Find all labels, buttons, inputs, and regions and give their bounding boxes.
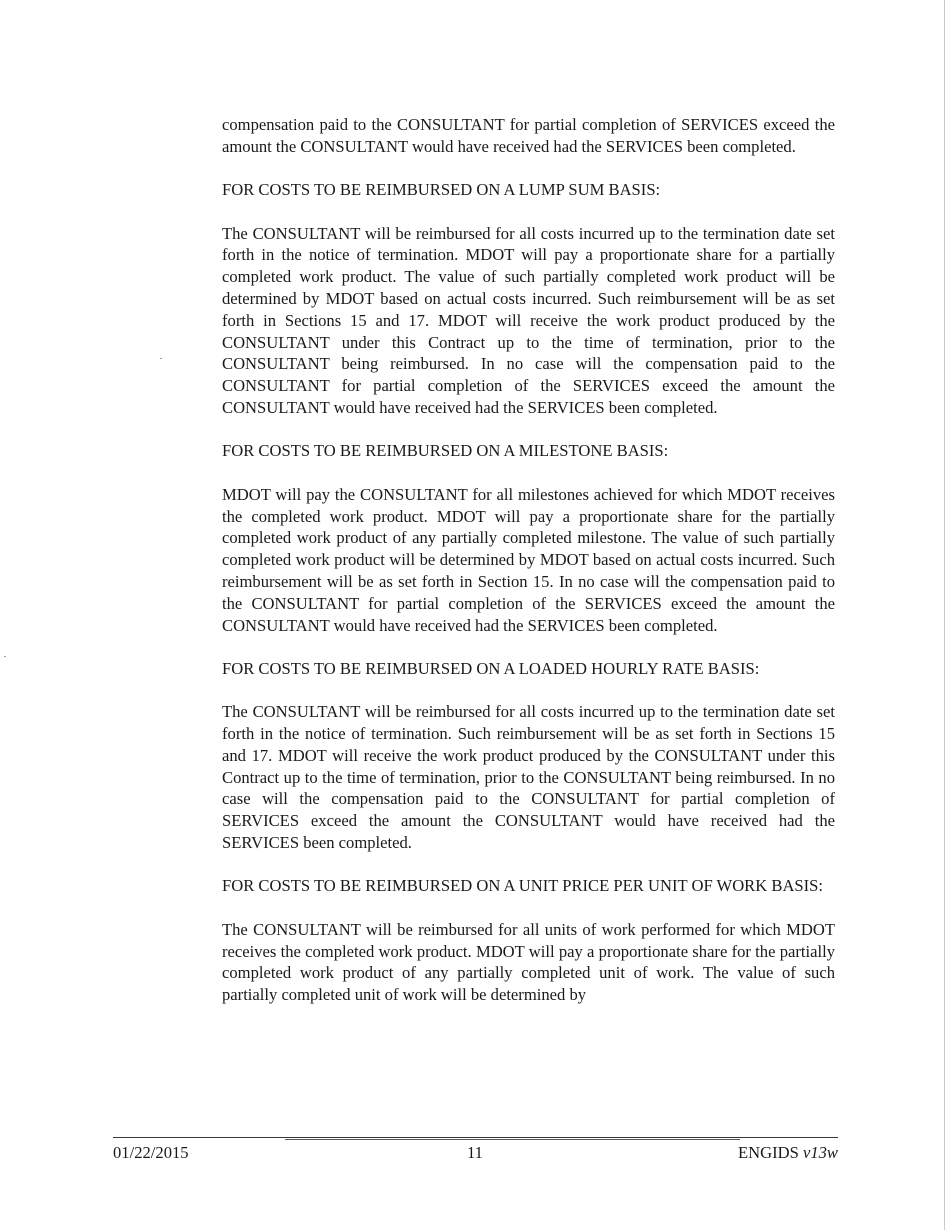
- loaded-hourly-heading: FOR COSTS TO BE REIMBURSED ON A LOADED HOURLY RATE BASIS:: [222, 658, 760, 678]
- document-body: [222, 114, 835, 1028]
- unit-price-heading: FOR COSTS TO BE REIMBURSED ON A UNIT PRICE PER UNIT OF WORK BASIS:: [222, 876, 824, 896]
- scan-edge-line: [944, 0, 945, 1230]
- loaded-hourly-paragraph: The CONSULTANT will be reimbursed for all costs incurred up to the termination date set forth in the notice of termination. Such reimbursement will be as set forth in Sections 15 and 17. MDOT will receive the work product produced by the CONSULTANT under this Contract up to the time of termination, prior to the CONSULTANT being reimbursed. In no case will the compensation paid to the CONSULTANT for partial completion of SERVICES exceed the amount the CONSULTANT would have received had the SERVICES been completed.: [222, 702, 835, 853]
- scan-speck: [160, 358, 162, 359]
- milestone-paragraph: MDOT will pay the CONSULTANT for all milestones achieved for which MDOT receives the completed work product. MDOT will pay a proportionate share for the partially completed work product of any partially completed milestone. The value of such partially completed work product will be determined by MDOT based on actual costs incurred. Such reimbursement will be as set forth in Section 15. In no case will the compensation paid to the CONSULTANT for partial completion of the SERVICES exceed the amount the CONSULTANT would have received had the SERVICES been completed.: [222, 484, 835, 635]
- footer-doc-id: [738, 1143, 838, 1163]
- footer-doc-version: v13w: [802, 1143, 838, 1162]
- footer-page-number: 11: [467, 1143, 483, 1162]
- lump-sum-heading: FOR COSTS TO BE REIMBURSED ON A LUMP SUM BASIS:: [222, 180, 661, 200]
- footer-rule: [113, 1137, 838, 1138]
- scan-speck: [4, 656, 6, 657]
- footer-date: 01/22/2015: [113, 1143, 189, 1162]
- footer-rule-secondary: [285, 1139, 740, 1140]
- footer-doc-name: ENGIDS: [737, 1143, 799, 1162]
- milestone-heading: FOR COSTS TO BE REIMBURSED ON A MILESTONE BASIS:: [222, 441, 669, 461]
- continuation-paragraph: compensation paid to the CONSULTANT for partial completion of SERVICES exceed the amount the CONSULTANT would have received had the SERVICES been completed.: [222, 115, 835, 156]
- unit-price-paragraph: The CONSULTANT will be reimbursed for all units of work performed for which MDOT receives the completed work product. MDOT will pay a proportionate share for the partially completed work product of any partially completed unit of work. The value of such partially completed unit of work will be determined by: [222, 919, 835, 1005]
- lump-sum-paragraph: The CONSULTANT will be reimbursed for all costs incurred up to the termination date set forth in the notice of termination. MDOT will pay a proportionate share for a partially completed work product. The value of such partially completed work product will be determined by MDOT based on actual costs incurred. Such reimbursement will be as set forth in Sections 15 and 17. MDOT will receive the work product produced by the CONSULTANT under this Contract up to the time of termination, prior to the CONSULTANT being reimbursed. In no case will the compensation paid to the CONSULTANT for partial completion of the SERVICES exceed the amount the CONSULTANT would have received had the SERVICES been completed.: [222, 223, 835, 417]
